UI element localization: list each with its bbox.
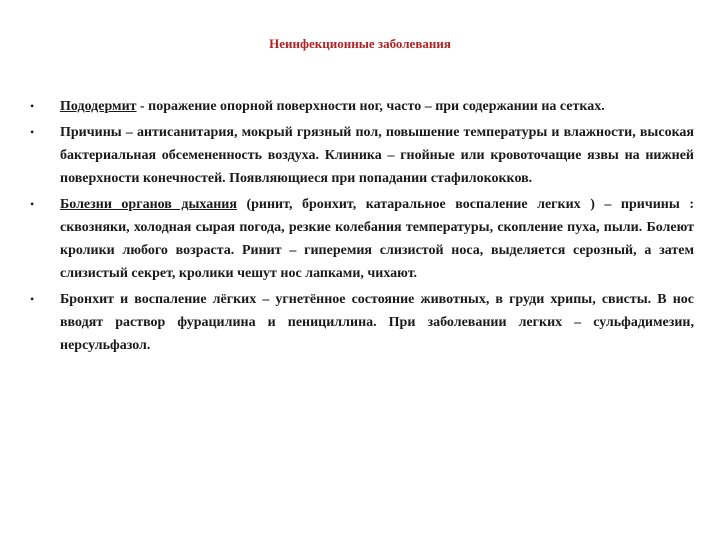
bullet-marker: • (30, 197, 35, 211)
term-pododermatitis: Пододермит (60, 99, 137, 114)
bullet-item-causes (30, 121, 694, 190)
bullet-text: Причины – антисанитария, мокрый грязный пол, повышение температуры и влажности, высокая бактериальная обсемененность воздуха. Клиника – гнойные или кровоточащие язвы на нижней поверхности конечностей. Появляющиеся при попадании стафилококков. (60, 125, 694, 186)
bullet-list (30, 95, 694, 360)
bullet-item-respiratory (30, 193, 694, 285)
bullet-marker: • (30, 125, 35, 139)
term-respiratory-diseases: Болезни органов дыхания (60, 197, 237, 212)
bullet-item-bronchitis (30, 288, 694, 357)
bullet-marker: • (30, 99, 35, 113)
bullet-marker: • (30, 292, 35, 306)
slide-title: Неинфекционные заболевания (269, 36, 451, 51)
bullet-item-pododermatitis (30, 95, 694, 118)
bullet-text: - поражение опорной поверхности ног, часто – при содержании на сетках. (136, 99, 605, 114)
bullet-text: Бронхит и воспаление лёгких – угнетённое состояние животных, в груди хрипы, свисты. В нос вводят раствор фурацилина и пенициллина. При заболевании легких – сульфадимезин, нерсульфазол. (60, 292, 694, 353)
bullet-text: (ринит, бронхит, катаральное воспаление легких ) – причины : сквозняки, холодная сырая погода, резкие колебания температуры, скопление пуха, пыли. Болеют кролики любого возраста. Ринит – гиперемия слизистой носа, выделяется серозный, а затем слизистый секрет, кролики чешут нос лапками, чихают. (60, 197, 695, 281)
